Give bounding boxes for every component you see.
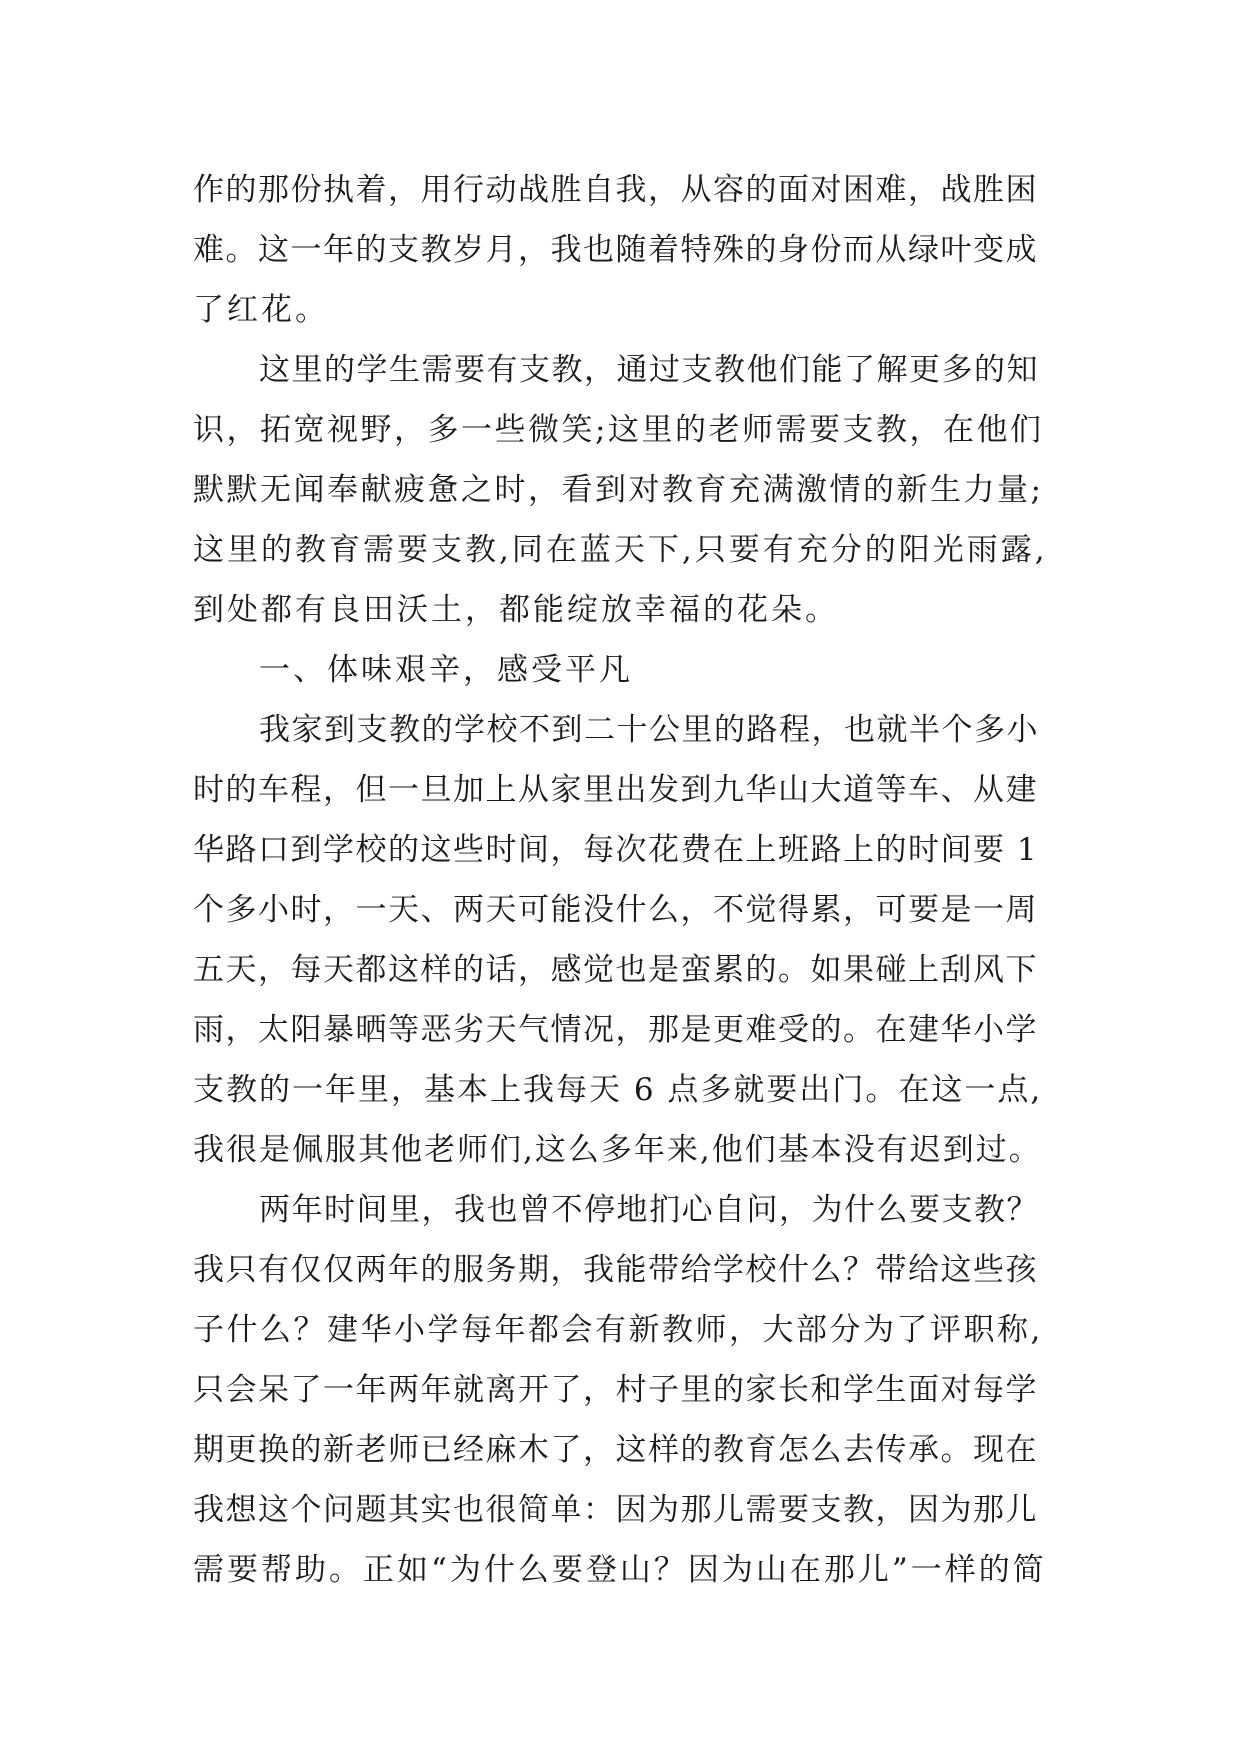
body-text: [193, 160, 1048, 1600]
text-line: 支教的一年里，基本上我每天 6 点多就要出门。在这一点,: [193, 1072, 1043, 1108]
section-heading: 一、体味艰辛，感受平凡: [259, 652, 633, 688]
paragraph-start-line: 我家到支教的学校不到二十公里的路程，也就半个多小: [259, 712, 1039, 748]
text-line: 需要帮助。正如“为什么要登山？因为山在那儿”一样的简: [193, 1552, 1047, 1588]
text-line: 只会呆了一年两年就离开了，村子里的家长和学生面对每学: [193, 1372, 1038, 1408]
text-line: 五天，每天都这样的话，感觉也是蛮累的。如果碰上刮风下: [193, 952, 1038, 988]
text-line: 这里的教育需要支教,同在蓝天下,只要有充分的阳光雨露,: [193, 532, 1048, 568]
text-line: 难。这一年的支教岁月，我也随着特殊的身份而从绿叶变成: [193, 232, 1038, 268]
text-line: 我很是佩服其他老师们,这么多年来,他们基本没有迟到过。: [193, 1132, 1042, 1168]
text-line: 个多小时，一天、两天可能没什么，不觉得累，可要是一周: [193, 892, 1038, 928]
paragraph-start-line: 两年时间里，我也曾不停地扪心自问，为什么要支教？: [259, 1192, 1039, 1228]
text-line: 作的那份执着，用行动战胜自我，从容的面对困难，战胜困: [193, 172, 1038, 208]
text-line: 期更换的新老师已经麻木了，这样的教育怎么去传承。现在: [193, 1432, 1038, 1468]
text-line: 我想这个问题其实也很简单：因为那儿需要支教，因为那儿: [193, 1492, 1038, 1528]
text-line: 我只有仅仅两年的服务期，我能带给学校什么？带给这些孩: [193, 1252, 1038, 1288]
text-line: 雨，太阳暴晒等恶劣天气情况，那是更难受的。在建华小学: [193, 1012, 1038, 1048]
text-line: 华路口到学校的这些时间，每次花费在上班路上的时间要 1: [193, 832, 1039, 868]
text-line: 默默无闻奉献疲惫之时，看到对教育充满激情的新生力量;: [193, 472, 1044, 508]
text-line: 了红花。: [193, 292, 329, 328]
text-line: 时的车程，但一旦加上从家里出发到九华山大道等车、从建: [193, 772, 1038, 808]
paragraph-start-line: 这里的学生需要有支教，通过支教他们能了解更多的知: [259, 352, 1039, 388]
text-line: 识，拓宽视野，多一些微笑;这里的老师需要支教，在他们: [193, 412, 1044, 448]
text-line: 到处都有良田沃土，都能绽放幸福的花朵。: [193, 592, 839, 628]
text-line: 子什么？建华小学每年都会有新教师，大部分为了评职称,: [193, 1312, 1043, 1348]
